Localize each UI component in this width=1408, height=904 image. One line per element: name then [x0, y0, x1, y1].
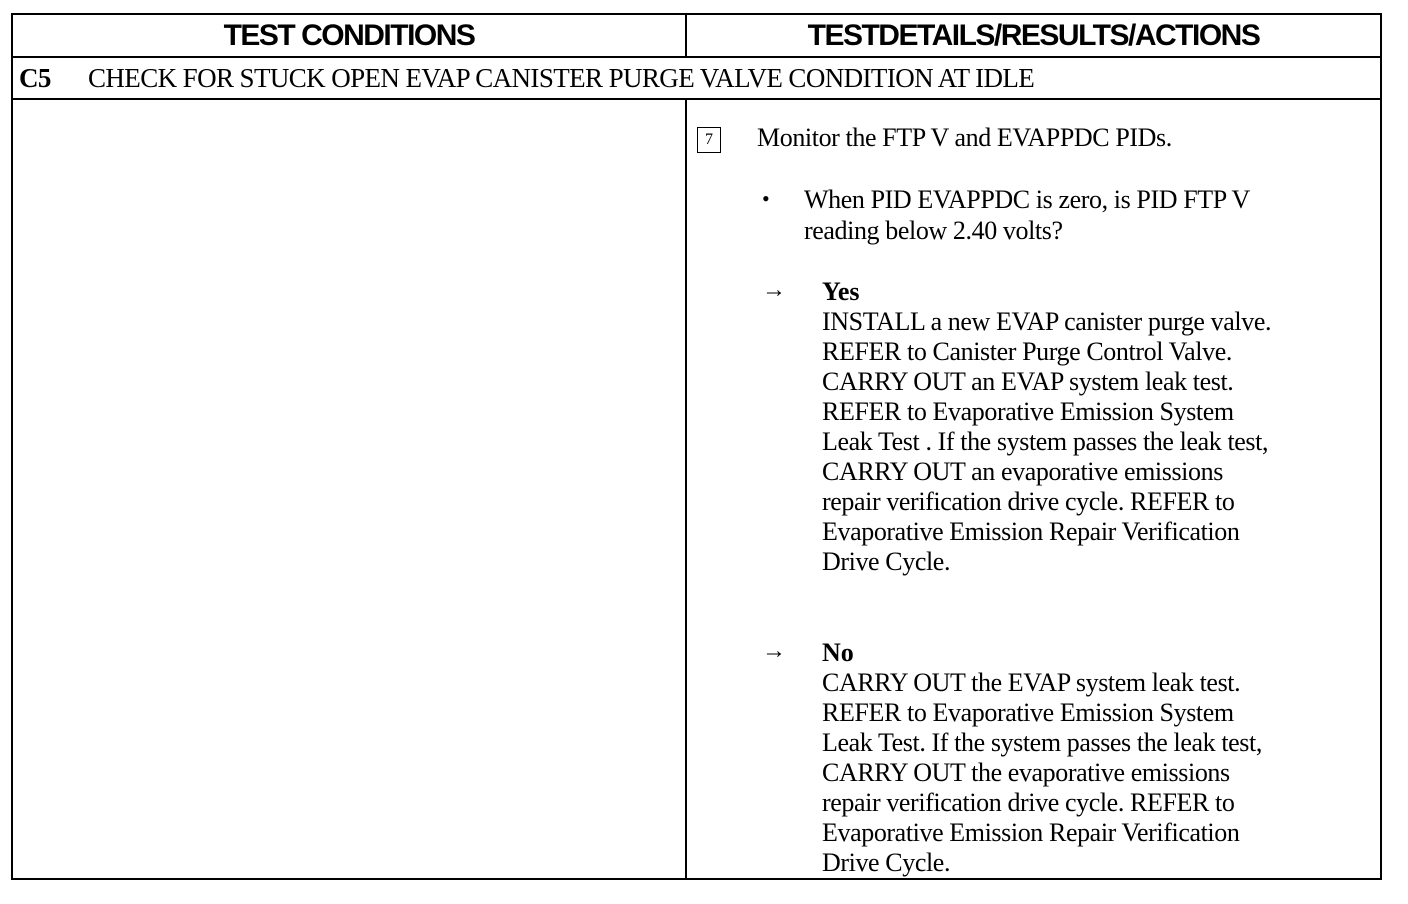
answer-yes-line: CARRY OUT an EVAP system leak test. — [822, 367, 1234, 396]
answer-no-line: Evaporative Emission Repair Verification — [822, 818, 1240, 847]
answer-yes-line: repair verification drive cycle. REFER to — [822, 487, 1235, 516]
section-code: C5 — [19, 63, 51, 93]
arrow-right-icon: → — [762, 638, 786, 664]
step-question — [804, 184, 1364, 246]
question-line: When PID EVAPPDC is zero, is PID FTP V — [804, 185, 1250, 214]
step-instruction: Monitor the FTP V and EVAPPDC PIDs. — [757, 123, 1172, 152]
answer-no-line: REFER to Evaporative Emission System — [822, 698, 1234, 727]
answer-yes-line: Leak Test . If the system passes the leak test, — [822, 427, 1269, 456]
answer-yes-line: Evaporative Emission Repair Verification — [822, 517, 1240, 546]
answer-yes — [822, 276, 1382, 577]
header-test-details: TESTDETAILS/RESULTS/ACTIONS — [807, 19, 1260, 52]
section-title-row — [13, 56, 1380, 100]
answer-yes-line: CARRY OUT an evaporative emissions — [822, 457, 1223, 486]
answer-yes-line: Drive Cycle. — [822, 547, 951, 576]
header-test-conditions: TEST CONDITIONS — [13, 15, 687, 56]
answer-no-line: Leak Test. If the system passes the leak test, — [822, 728, 1262, 757]
answer-yes-line: REFER to Canister Purge Control Valve. — [822, 337, 1232, 366]
question-line: reading below 2.40 volts? — [804, 216, 1063, 245]
answer-no-line: repair verification drive cycle. REFER to — [822, 788, 1235, 817]
answer-no-label: No — [822, 638, 854, 667]
test-conditions-cell — [13, 100, 687, 878]
answer-no-line: CARRY OUT the evaporative emissions — [822, 758, 1230, 787]
answer-no — [822, 637, 1382, 878]
test-details-cell — [687, 100, 1380, 878]
diagnostic-table — [11, 13, 1382, 880]
arrow-right-icon: → — [762, 277, 786, 303]
answer-no-line: CARRY OUT the EVAP system leak test. — [822, 668, 1241, 697]
step-number-box: 7 — [697, 127, 721, 153]
bullet-icon: • — [762, 186, 770, 211]
section-title: CHECK FOR STUCK OPEN EVAP CANISTER PURGE VALVE CONDITION AT IDLE — [88, 63, 1035, 93]
answer-yes-line: REFER to Evaporative Emission System — [822, 397, 1234, 426]
answer-no-line: Drive Cycle. — [822, 848, 951, 877]
answer-yes-line: INSTALL a new EVAP canister purge valve. — [822, 307, 1272, 336]
answer-yes-label: Yes — [822, 277, 860, 306]
